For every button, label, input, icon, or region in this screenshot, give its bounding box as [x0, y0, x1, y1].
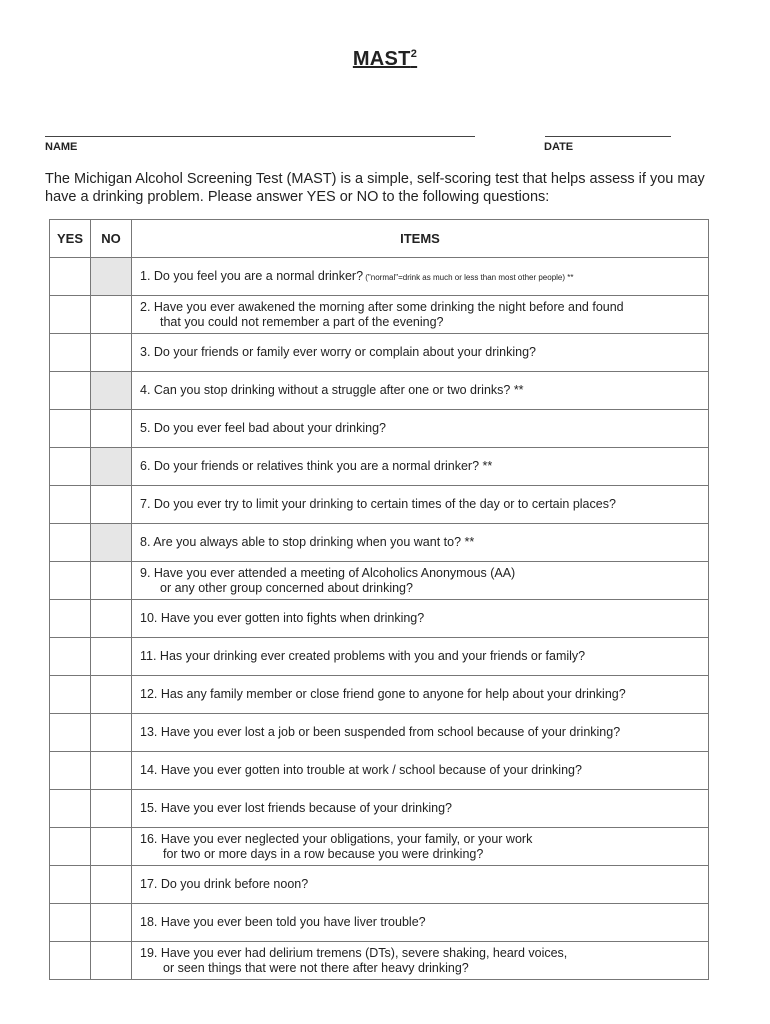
- no-answer-box[interactable]: [91, 562, 132, 600]
- no-answer-box[interactable]: [91, 714, 132, 752]
- no-answer-box[interactable]: [91, 638, 132, 676]
- yes-answer-box[interactable]: [50, 524, 91, 562]
- question-text: [132, 410, 709, 448]
- page-title: MAST$^2$: [352, 48, 418, 70]
- question-text: [132, 638, 709, 676]
- no-answer-box[interactable]: [91, 828, 132, 866]
- question-main: 16. Have you ever neglected your obligations, your family, or your work: [140, 831, 533, 846]
- table-row: [50, 486, 709, 524]
- table-row: [50, 828, 709, 866]
- title-superscript: 2: [410, 48, 418, 60]
- question-text: [132, 790, 709, 828]
- yes-answer-box[interactable]: [50, 296, 91, 334]
- yes-answer-box[interactable]: [50, 410, 91, 448]
- date-label: DATE: [544, 141, 574, 153]
- question-text: [132, 334, 709, 372]
- no-answer-box[interactable]: [91, 752, 132, 790]
- no-answer-box[interactable]: [91, 448, 132, 486]
- question-text: [132, 372, 709, 410]
- yes-answer-box[interactable]: [50, 600, 91, 638]
- question-main: 4. Can you stop drinking without a struggle after one or two drinks? **: [140, 383, 524, 397]
- table-row: [50, 866, 709, 904]
- yes-answer-box[interactable]: [50, 258, 91, 296]
- name-label: NAME: [45, 141, 78, 153]
- no-answer-box[interactable]: [91, 372, 132, 410]
- question-main: 18. Have you ever been told you have liver trouble?: [140, 915, 426, 929]
- yes-answer-box[interactable]: [50, 752, 91, 790]
- yes-answer-box[interactable]: [50, 486, 91, 524]
- no-header: NO: [91, 220, 132, 258]
- yes-answer-box[interactable]: [50, 372, 91, 410]
- date-line[interactable]: [545, 136, 671, 137]
- table-row: [50, 752, 709, 790]
- no-answer-box[interactable]: [91, 676, 132, 714]
- question-text: [132, 904, 709, 942]
- yes-answer-box[interactable]: [50, 676, 91, 714]
- question-text: [132, 448, 709, 486]
- table-row: [50, 372, 709, 410]
- table-row: [50, 638, 709, 676]
- items-header: ITEMS: [132, 220, 709, 258]
- question-text: [132, 752, 709, 790]
- table-row: [50, 942, 709, 980]
- question-main: 5. Do you ever feel bad about your drinking?: [140, 421, 386, 435]
- question-main: 7. Do you ever try to limit your drinking to certain times of the day or to certain places?: [140, 497, 616, 511]
- no-answer-box[interactable]: [91, 790, 132, 828]
- question-continuation: for two or more days in a row because you were drinking?: [163, 846, 484, 861]
- no-answer-box[interactable]: [91, 410, 132, 448]
- no-answer-box[interactable]: [91, 296, 132, 334]
- no-answer-box[interactable]: [91, 866, 132, 904]
- table-row: [50, 676, 709, 714]
- question-main: 10. Have you ever gotten into fights when drinking?: [140, 611, 425, 625]
- table-row: [50, 410, 709, 448]
- question-main: 11. Has your drinking ever created problems with you and your friends or family?: [140, 649, 586, 663]
- yes-answer-box[interactable]: [50, 866, 91, 904]
- question-text: [132, 258, 709, 296]
- question-main: 2. Have you ever awakened the morning after some drinking the night before and found: [140, 299, 624, 314]
- question-note: ("normal"=drink as much or less than most other people) **: [363, 272, 574, 282]
- question-text: [132, 942, 709, 980]
- question-text: [132, 486, 709, 524]
- table-row: [50, 714, 709, 752]
- mast-table: [49, 219, 709, 980]
- name-line[interactable]: [45, 136, 475, 137]
- question-text: [132, 866, 709, 904]
- yes-answer-box[interactable]: [50, 828, 91, 866]
- question-main: 1. Do you feel you are a normal drinker?: [140, 268, 364, 283]
- yes-answer-box[interactable]: [50, 714, 91, 752]
- question-text: [132, 676, 709, 714]
- no-answer-box[interactable]: [91, 334, 132, 372]
- yes-answer-box[interactable]: [50, 638, 91, 676]
- intro-text: The Michigan Alcohol Screening Test (MAST) is a simple, self-scoring test that helps assess if you may have a drinking problem. Please answer YES or NO to the following questions:: [45, 171, 705, 205]
- table-row: [50, 562, 709, 600]
- yes-answer-box[interactable]: [50, 790, 91, 828]
- question-text: [132, 524, 709, 562]
- yes-answer-box[interactable]: [50, 942, 91, 980]
- yes-answer-box[interactable]: [50, 904, 91, 942]
- table-row: [50, 790, 709, 828]
- no-answer-box[interactable]: [91, 942, 132, 980]
- question-main: 14. Have you ever gotten into trouble at work / school because of your drinking?: [140, 763, 582, 777]
- question-text: [132, 296, 709, 334]
- yes-answer-box[interactable]: [50, 334, 91, 372]
- question-main: 9. Have you ever attended a meeting of Alcoholics Anonymous (AA): [140, 565, 516, 580]
- question-text: [132, 714, 709, 752]
- yes-answer-box[interactable]: [50, 562, 91, 600]
- no-answer-box[interactable]: [91, 486, 132, 524]
- table-row: [50, 258, 709, 296]
- question-text: [132, 828, 709, 866]
- question-main: 19. Have you ever had delirium tremens (DTs), severe shaking, heard voices,: [140, 945, 568, 960]
- question-main: 17. Do you drink before noon?: [140, 877, 309, 891]
- no-answer-box[interactable]: [91, 258, 132, 296]
- table-row: [50, 448, 709, 486]
- question-text: [132, 600, 709, 638]
- table-row: [50, 296, 709, 334]
- table-row: [50, 334, 709, 372]
- question-main: 15. Have you ever lost friends because of your drinking?: [140, 801, 452, 815]
- question-continuation: or seen things that were not there after heavy drinking?: [163, 960, 469, 975]
- question-main: 12. Has any family member or close friend gone to anyone for help about your drinking?: [140, 687, 626, 701]
- table-row: [50, 904, 709, 942]
- no-answer-box[interactable]: [91, 600, 132, 638]
- question-continuation: or any other group concerned about drinking?: [160, 580, 413, 595]
- no-answer-box[interactable]: [91, 904, 132, 942]
- question-main: 6. Do your friends or relatives think you are a normal drinker? **: [140, 459, 493, 473]
- question-main: 3. Do your friends or family ever worry or complain about your drinking?: [140, 345, 537, 359]
- question-text: [132, 562, 709, 600]
- table-row: [50, 524, 709, 562]
- table-row: [50, 600, 709, 638]
- question-main: 8. Are you always able to stop drinking when you want to? **: [140, 535, 475, 549]
- question-continuation: that you could not remember a part of the evening?: [160, 314, 444, 329]
- yes-header: YES: [50, 220, 91, 258]
- no-answer-box[interactable]: [91, 524, 132, 562]
- yes-answer-box[interactable]: [50, 448, 91, 486]
- question-main: 13. Have you ever lost a job or been suspended from school because of your drinking?: [140, 725, 621, 739]
